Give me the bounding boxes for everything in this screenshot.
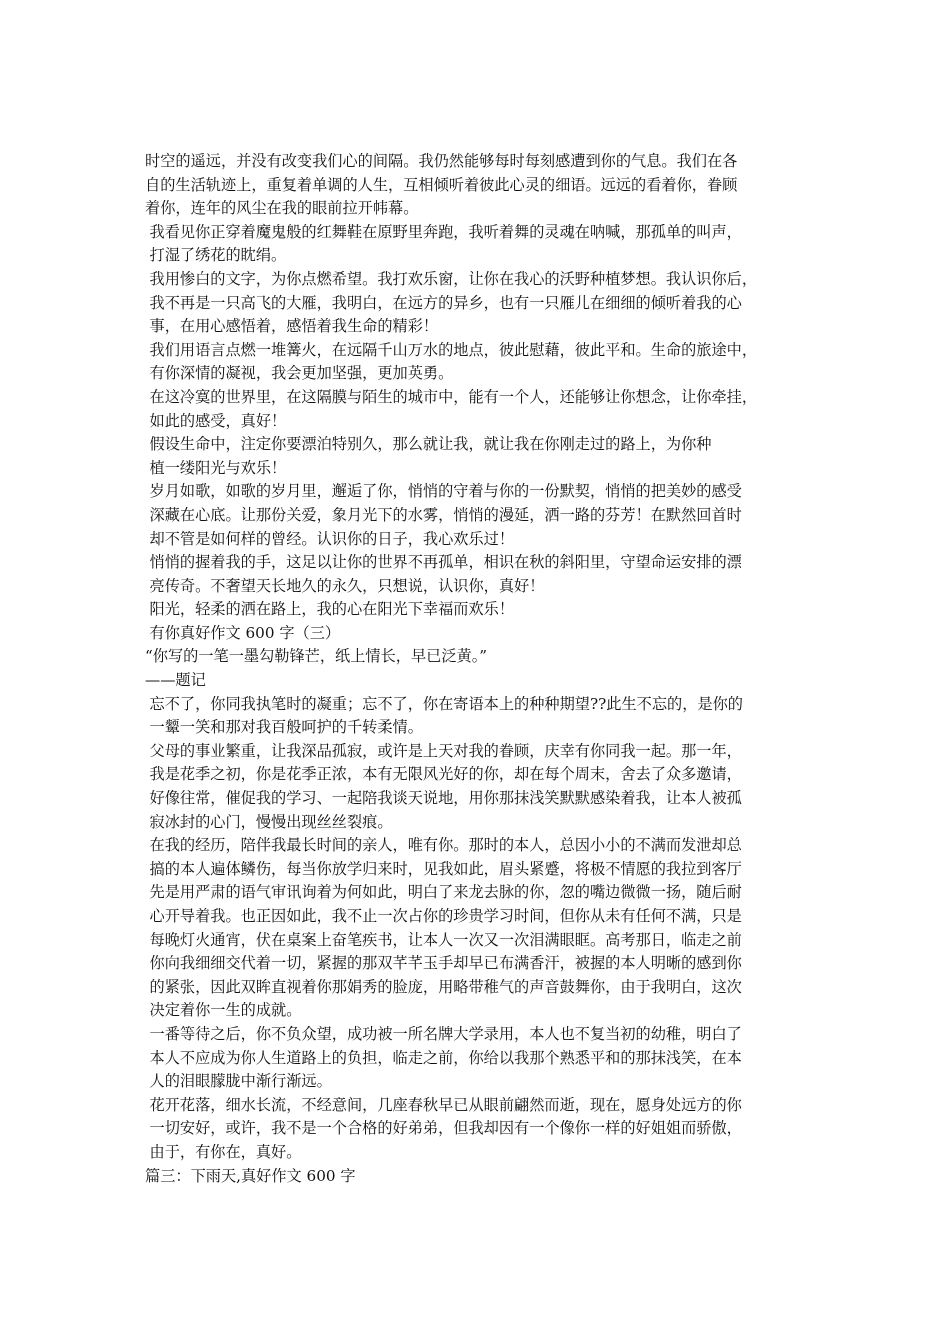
document-body [145, 150, 815, 1188]
paragraph [145, 386, 815, 433]
text-line: 在我的经历，陪伴我最长时间的亲人，唯有你。那时的本人，总因小小的不满而发泄却总 [149, 836, 742, 855]
text-line: 你向我细细交代着一切，紧握的那双芊芊玉手却早已布满香汗，被握的本人明晰的感到你 [149, 954, 742, 973]
paragraph [145, 622, 815, 646]
paragraph [145, 693, 815, 740]
paragraph [145, 221, 815, 268]
paragraph [145, 1094, 815, 1165]
text-line: 我是花季之初，你是花季正浓，本有无限风光好的你，却在每个周末，舍去了众多邀请， [149, 765, 742, 784]
paragraph [145, 339, 815, 386]
text-line: 本人不应成为你人生道路上的负担，临走之前，你给以我那个熟悉平和的那抹浅笑，在本 [149, 1048, 742, 1067]
text-line: 篇三：下雨天,真好作文 600 字 [145, 1166, 356, 1185]
text-line: 事，在用心感悟着，感悟着我生命的精彩！ [149, 317, 439, 336]
text-line: 人的泪眼朦胧中渐行渐远。 [149, 1072, 332, 1091]
paragraph [145, 433, 815, 480]
text-line: 心开导着我。也正因如此，我不止一次占你的珍贵学习时间，但你从未有任何不满，只是 [149, 907, 742, 925]
text-line: 花开花落，细水长流，不经意间，几座春秋早已从眼前翩然而逝，现在，愿身处远方的你 [149, 1095, 742, 1114]
paragraph [145, 645, 815, 669]
paragraph [145, 834, 815, 1023]
text-line: 搞的本人遍体鳞伤，每当你放学归来时，见我如此，眉头紧蹙，将极不情愿的我拉到客厅 [149, 859, 742, 878]
paragraph [145, 740, 815, 834]
text-line: 忘不了，你同我执笔时的凝重；忘不了，你在寄语本上的种种期望??此生不忘的，是你的 [149, 694, 743, 713]
paragraph [145, 1165, 815, 1189]
text-line: ——题记 [145, 671, 206, 690]
paragraph [145, 598, 815, 622]
paragraph [145, 669, 815, 693]
paragraph [145, 480, 815, 551]
text-line: 悄悄的握着我的手，这足以让你的世界不再孤单，相识在秋的斜阳里，守望命运安排的漂 [149, 553, 742, 572]
text-line: 自的生活轨迹上，重复着单调的人生，互相倾听着彼此心灵的细语。远远的看着你，眷顾 [145, 175, 738, 194]
text-line: 亮传奇。不奢望天长地久的永久，只想说，认识你，真好！ [149, 576, 545, 595]
text-line: 由于，有你在，真好。 [149, 1142, 302, 1161]
text-line: 寂冰封的心门，慢慢出现丝丝裂痕。 [149, 812, 393, 831]
text-line: 如此的感受，真好！ [149, 411, 287, 430]
text-line: 决定着你一生的成就。 [149, 1001, 302, 1020]
text-line: “你写的一笔一墨勾勒锋芒，纸上情长，早已泛黄。” [145, 647, 488, 666]
text-line: 岁月如歌，如歌的岁月里，邂逅了你，悄悄的守着与你的一份默契，悄悄的把美妙的感受 [149, 482, 742, 501]
text-line: 每晚灯火通宵，伏在桌案上奋笔疾书，让本人一次又一次泪满眼眶。高考那日，临走之前 [149, 930, 742, 949]
text-line: 时空的遥远，并没有改变我们心的间隔。我仍然能够每时每刻感遭到你的气息。我们在各 [145, 152, 738, 170]
text-line: 我用惨白的文字，为你点燃希望。我打欢乐窗，让你在我心的沃野种植梦想。我认识你后， [149, 269, 758, 288]
text-line: 一颦一笑和那对我百般呵护的千转柔情。 [149, 718, 423, 737]
paragraph [145, 1023, 815, 1094]
text-line: 我不再是一只高飞的大雁，我明白，在远方的异乡，也有一只雁儿在细细的倾听着我的心 [149, 293, 742, 312]
text-line: 有你真好作文 600 字（三） [149, 623, 341, 642]
text-line: 深藏在心底。让那份关爱，象月光下的水雾，悄悄的漫延，洒一路的芬芳！在默然回首时 [149, 505, 742, 524]
paragraph [145, 150, 815, 221]
paragraph [145, 551, 815, 598]
text-line: 先是用严肃的语气审讯询着为何如此，明白了来龙去脉的你，忽的嘴边微微一扬，随后耐 [149, 883, 742, 902]
text-line: 植一缕阳光与欢乐！ [149, 458, 287, 477]
text-line: 却不管是如何样的曾经。认识你的日子，我心欢乐过！ [149, 529, 515, 548]
text-line: 我看见你正穿着魔鬼般的红舞鞋在原野里奔跑，我听着舞的灵魂在呐喊，那孤单的叫声， [149, 222, 742, 241]
text-line: 假设生命中，注定你要漂泊特别久，那么就让我，就让我在你刚走过的路上，为你种 [149, 435, 712, 454]
text-line: 一切安好，或许，我不是一个合格的好弟弟，但我却因有一个像你一样的好姐姐而骄傲， [149, 1119, 742, 1138]
text-line: 父母的事业繁重，让我深品孤寂，或许是上天对我的眷顾，庆幸有你同我一起。那一年， [149, 741, 742, 760]
text-line: 有你深情的凝视，我会更加坚强，更加英勇。 [149, 364, 454, 383]
text-line: 阳光，轻柔的洒在路上，我的心在阳光下幸福而欢乐！ [149, 600, 515, 619]
paragraph [145, 268, 815, 339]
text-line: 打湿了绣花的眈绢。 [149, 246, 287, 265]
text-line: 一番等待之后，你不负众望，成功被一所名牌大学录用，本人也不复当初的幼稚，明白了 [149, 1024, 742, 1043]
text-line: 我们用语言点燃一堆篝火，在远隔千山万水的地点，彼此慰藉，彼此平和。生命的旅途中， [149, 340, 758, 359]
text-line: 着你，连年的风尘在我的眼前拉开帏幕。 [145, 199, 419, 218]
text-line: 的紧张，因此双眸直视着你那娟秀的脸庞，用略带稚气的声音鼓舞你，由于我明白，这次 [149, 977, 742, 996]
text-line: 好像往常，催促我的学习、一起陪我谈天说地，用你那抹浅笑默默感染着我，让本人被孤 [149, 789, 742, 808]
text-line: 在这冷寞的世界里，在这隔膜与陌生的城市中，能有一个人，还能够让你想念，让你牵挂， [149, 387, 758, 406]
